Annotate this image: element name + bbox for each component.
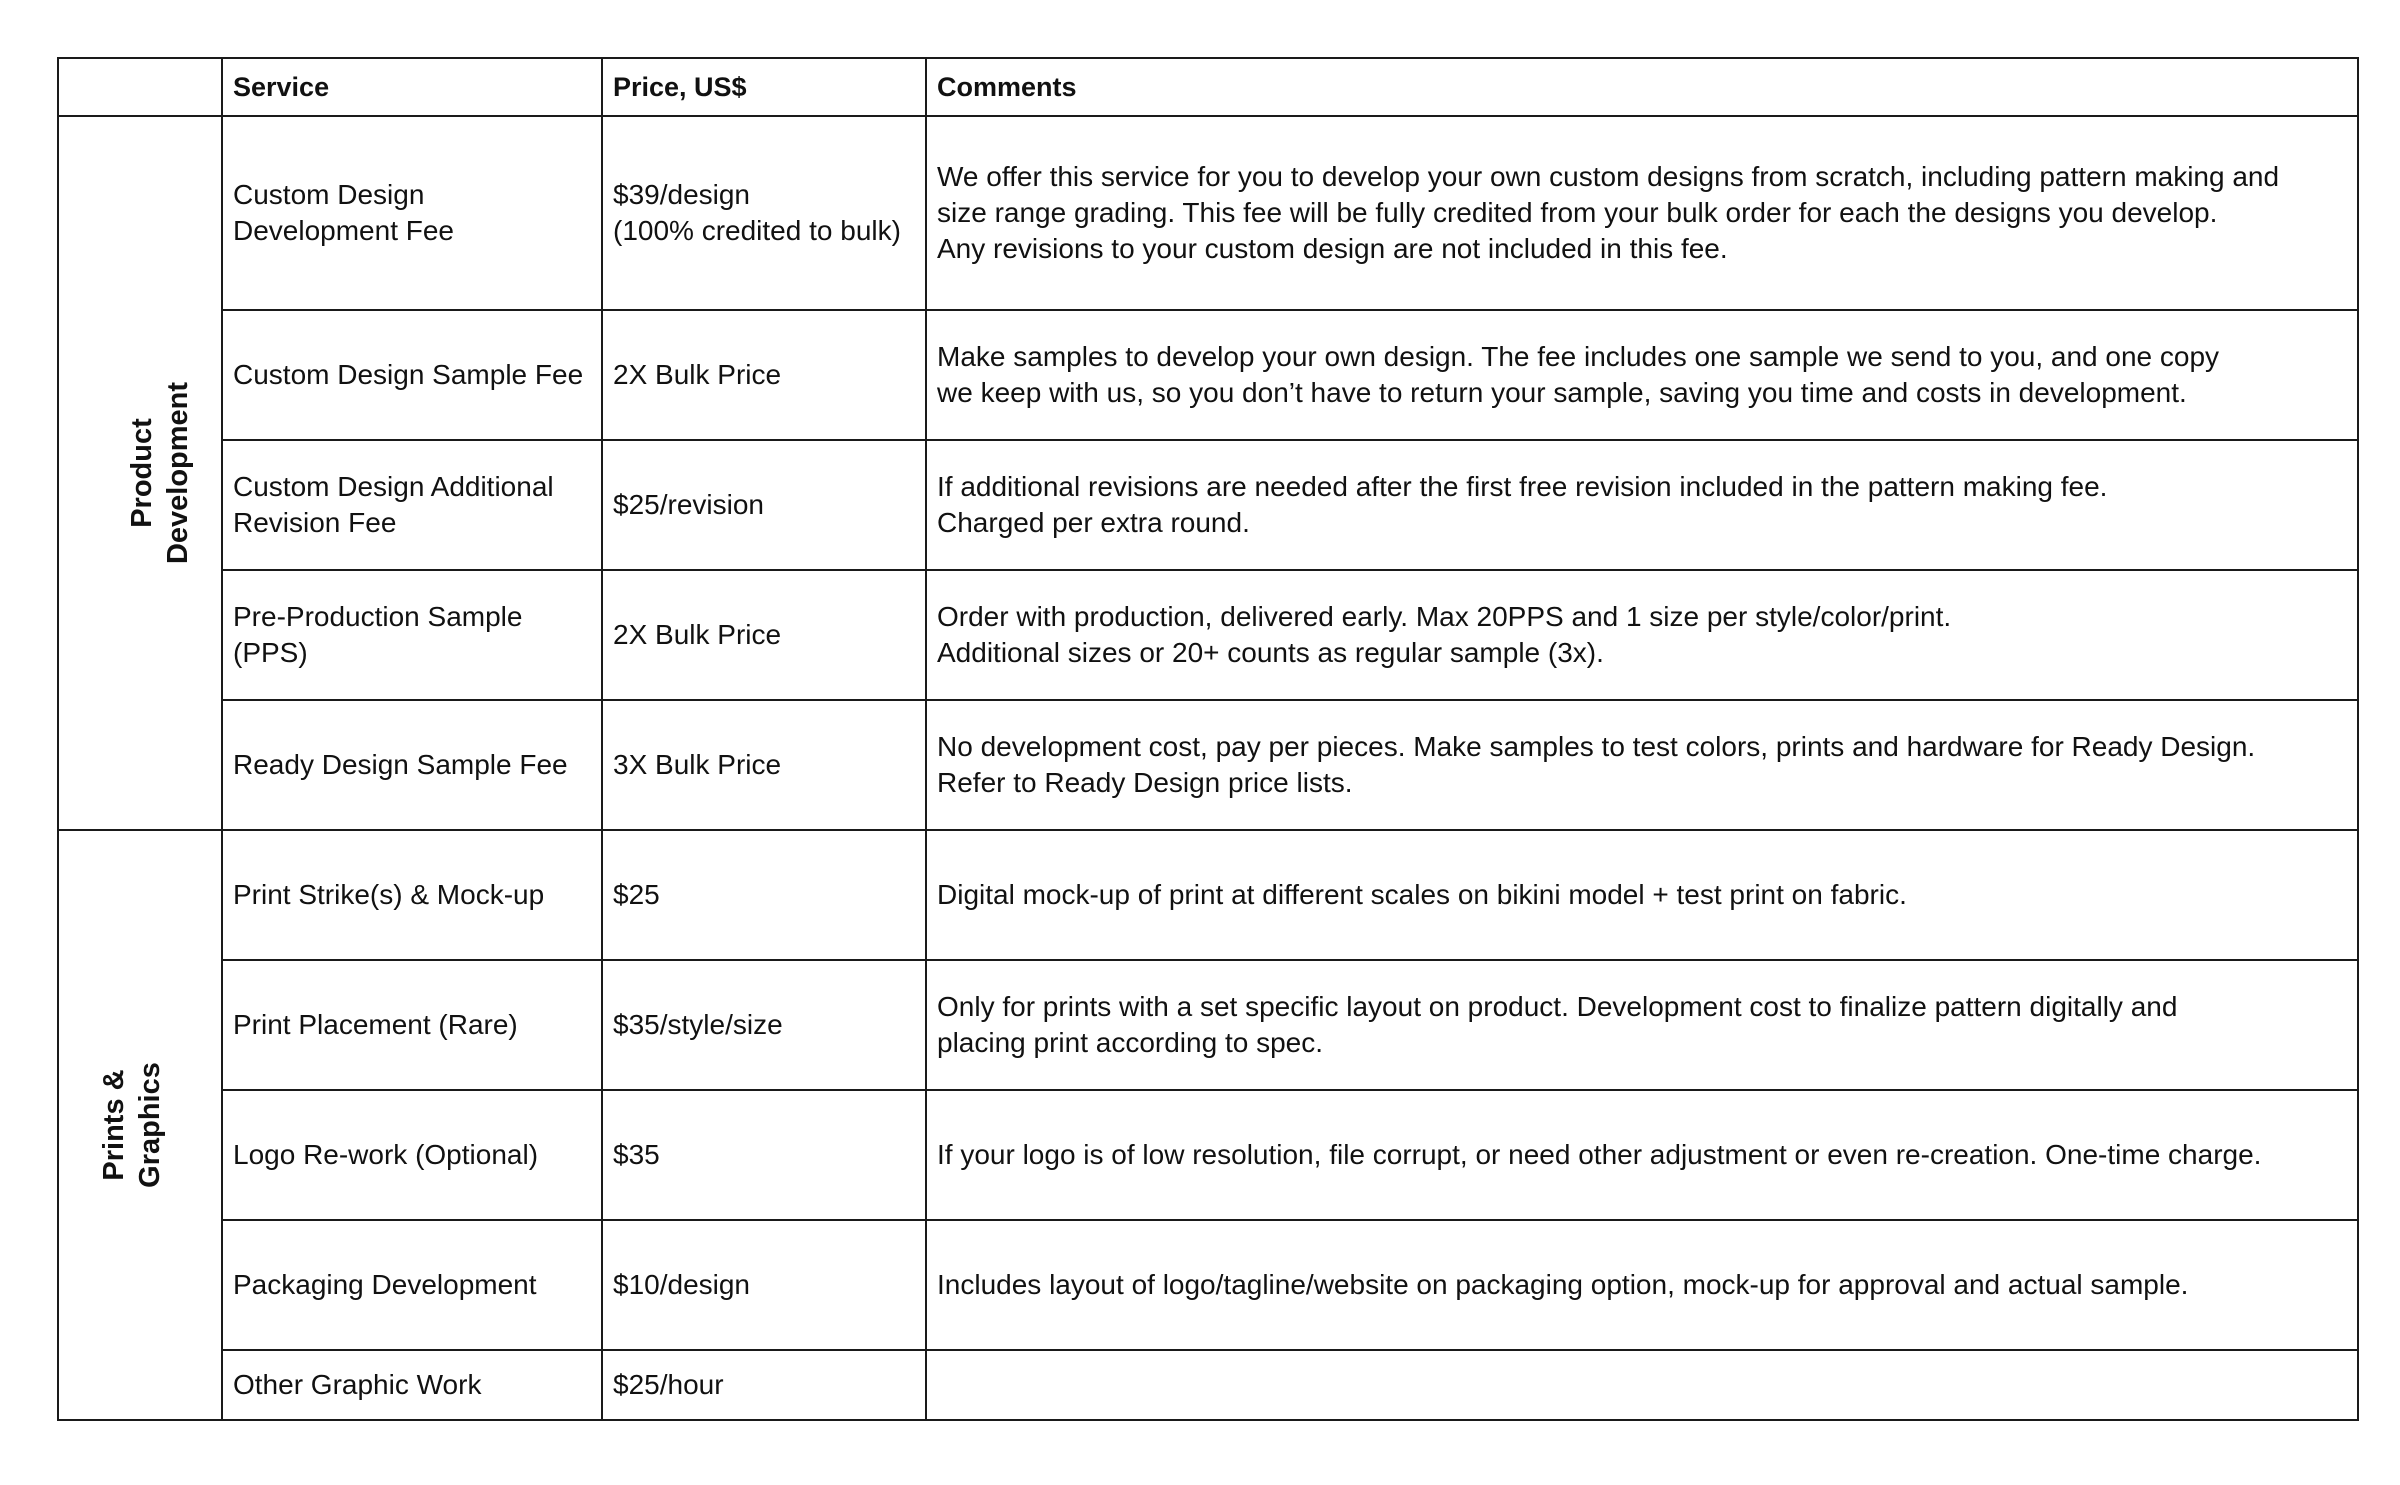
comment-cell: No development cost, pay per pieces. Make samples to test colors, prints and hardware for Ready Design. Refer to Ready Design price lists. <box>926 700 2358 830</box>
price-cell: $10/design <box>602 1220 926 1350</box>
comment-cell: Digital mock-up of print at different scales on bikini model + test print on fabric. <box>926 830 2358 960</box>
table-row <box>58 440 2358 570</box>
price-cell: 2X Bulk Price <box>602 310 926 440</box>
comment-cell: We offer this service for you to develop your own custom designs from scratch, including pattern making and size range grading. This fee will be fully credited from your bulk order for each the designs you develop. Any revisions to your custom design are not included in this fee. <box>926 116 2358 310</box>
price-cell: 3X Bulk Price <box>602 700 926 830</box>
header-row <box>58 58 2358 116</box>
header-comments: Comments <box>926 58 2358 116</box>
comment-cell: Make samples to develop your own design. The fee includes one sample we send to you, and one copy we keep with us, so you don’t have to return your sample, saving you time and costs in development. <box>926 310 2358 440</box>
price-cell: $25/revision <box>602 440 926 570</box>
table-row <box>58 830 2358 960</box>
pricing-table <box>57 57 2359 1421</box>
price-cell: $35/style/size <box>602 960 926 1090</box>
table-row <box>58 116 2358 310</box>
service-cell: Pre-Production Sample (PPS) <box>222 570 602 700</box>
table-row <box>58 570 2358 700</box>
service-cell: Custom Design Development Fee <box>222 116 602 310</box>
comment-cell: Order with production, delivered early. Max 20PPS and 1 size per style/color/print. Additional sizes or 20+ counts as regular sample (3x). <box>926 570 2358 700</box>
service-cell: Packaging Development <box>222 1220 602 1350</box>
service-cell: Logo Re-work (Optional) <box>222 1090 602 1220</box>
table-row <box>58 700 2358 830</box>
category-cell <box>58 830 222 1420</box>
comment-cell: Includes layout of logo/tagline/website on packaging option, mock-up for approval and actual sample. <box>926 1220 2358 1350</box>
service-cell: Custom Design Additional Revision Fee <box>222 440 602 570</box>
category-cell <box>58 116 222 830</box>
header-category <box>58 58 222 116</box>
comment-cell: Only for prints with a set specific layout on product. Development cost to finalize pattern digitally and placing print according to spec. <box>926 960 2358 1090</box>
header-service: Service <box>222 58 602 116</box>
service-cell: Print Placement (Rare) <box>222 960 602 1090</box>
service-cell: Ready Design Sample Fee <box>222 700 602 830</box>
price-cell: $25 <box>602 830 926 960</box>
service-cell: Custom Design Sample Fee <box>222 310 602 440</box>
category-label: Prints & Graphics <box>97 1062 166 1188</box>
table-row <box>58 1350 2358 1420</box>
price-cell: 2X Bulk Price <box>602 570 926 700</box>
price-cell: $35 <box>602 1090 926 1220</box>
price-cell: $39/design (100% credited to bulk) <box>602 116 926 310</box>
price-cell: $25/hour <box>602 1350 926 1420</box>
category-label: Product Development <box>126 381 195 565</box>
comment-cell: If your logo is of low resolution, file corrupt, or need other adjustment or even re-creation. One-time charge. <box>926 1090 2358 1220</box>
service-cell: Other Graphic Work <box>222 1350 602 1420</box>
table-row <box>58 1220 2358 1350</box>
table-row <box>58 310 2358 440</box>
service-cell: Print Strike(s) & Mock-up <box>222 830 602 960</box>
table-row <box>58 960 2358 1090</box>
comment-cell <box>926 1350 2358 1420</box>
comment-cell: If additional revisions are needed after the first free revision included in the pattern making fee. Charged per extra round. <box>926 440 2358 570</box>
table-row <box>58 1090 2358 1220</box>
header-price: Price, US$ <box>602 58 926 116</box>
